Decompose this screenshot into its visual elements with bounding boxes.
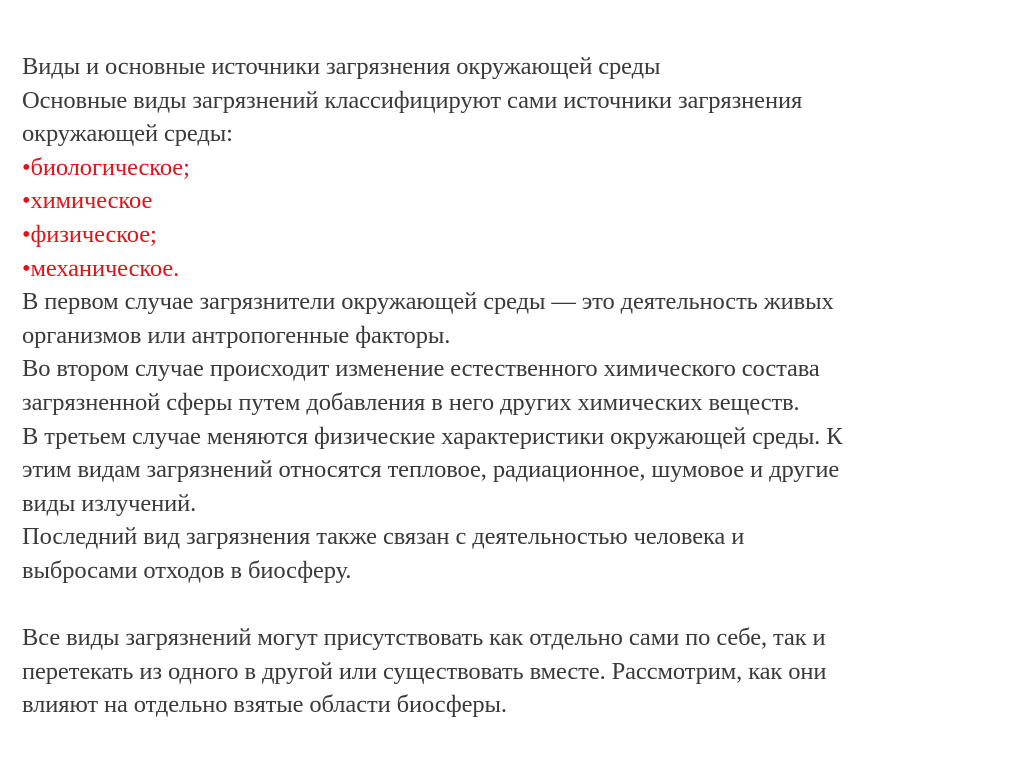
conclusion-line: влияют на отдельно взятые области биосферы. bbox=[22, 691, 507, 719]
paragraph-physical: В третьем случае меняются физические характеристики окружающей среды. К bbox=[22, 422, 843, 450]
pollution-type-chemical: •химическое bbox=[22, 187, 153, 215]
conclusion-line: перетекать из одного в другой или существовать вместе. Рассмотрим, как они bbox=[22, 657, 827, 685]
paragraph-physical: этим видам загрязнений относятся тепловое, радиационное, шумовое и другие bbox=[22, 456, 840, 484]
intro-line: окружающей среды: bbox=[22, 120, 233, 148]
paragraph-chemical: загрязненной сферы путем добавления в него других химических веществ. bbox=[22, 388, 800, 416]
pollution-type-physical: •физическое; bbox=[22, 220, 157, 248]
slide-title: Виды и основные источники загрязнения окружающей среды bbox=[22, 53, 661, 80]
paragraph-chemical: Во втором случае происходит изменение естественного химического состава bbox=[22, 355, 820, 383]
paragraph-spacer bbox=[22, 588, 1002, 622]
slide-content bbox=[22, 50, 1002, 722]
paragraph-physical: виды излучений. bbox=[22, 489, 197, 517]
paragraph-biological: В первом случае загрязнители окружающей среды — это деятельность живых bbox=[22, 288, 834, 316]
paragraph-mechanical: выбросами отходов в биосферу. bbox=[22, 556, 352, 584]
conclusion-line: Все виды загрязнений могут присутствовать как отдельно сами по себе, так и bbox=[22, 624, 826, 652]
pollution-type-mechanical: •механическое. bbox=[22, 254, 180, 282]
paragraph-biological: организмов или антропогенные факторы. bbox=[22, 321, 451, 349]
paragraph-mechanical: Последний вид загрязнения также связан с деятельностью человека и bbox=[22, 523, 745, 551]
intro-line: Основные виды загрязнений классифицируют сами источники загрязнения bbox=[22, 86, 803, 114]
pollution-type-biological: •биологическое; bbox=[22, 153, 190, 181]
